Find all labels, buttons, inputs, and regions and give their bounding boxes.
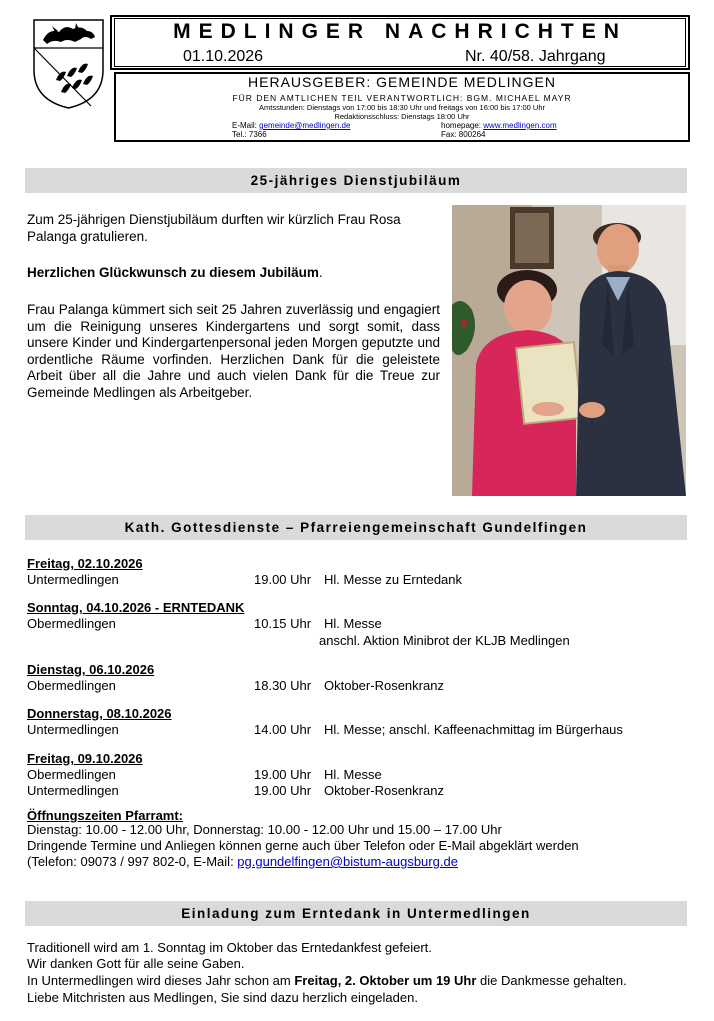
service-time: 19.00 Uhr [254, 783, 312, 798]
service-place: Obermedlingen [27, 767, 116, 782]
harvest-line: Liebe Mitchristen aus Medlingen, Sie sind dazu herzlich eingeladen. [27, 990, 418, 1005]
service-day: Dienstag, 06.10.2026 [27, 662, 155, 677]
fax: Fax: 800264 [441, 130, 486, 139]
section-heading-harvest: Einladung zum Erntedank in Untermedlingen [25, 901, 687, 926]
parish-office-contact: (Telefon: 09073 / 997 802-0, E-Mail: pg.gundelfingen@bistum-augsburg.de [27, 854, 458, 869]
email-contact: E-Mail: gemeinde@medlingen.de [232, 121, 351, 130]
deadline-line: Redaktionsschluss: Dienstags 18:00 Uhr [334, 112, 470, 121]
municipal-coat-of-arms [31, 18, 106, 110]
jubilee-intro: Zum 25-jährigen Dienstjubiläum durften wir kürzlich Frau Rosa Palanga gratulieren. [27, 212, 401, 244]
jubilee-photo [452, 205, 686, 496]
service-place: Untermedlingen [27, 783, 119, 798]
homepage-link[interactable]: www.medlingen.com [483, 121, 557, 130]
service-event: Oktober-Rosenkranz [324, 783, 444, 798]
issue-number: Nr. 40/58. Jahrgang [465, 48, 606, 65]
service-extra: anschl. Aktion Minibrot der KLJB Medlingen [319, 633, 570, 648]
service-day: Sonntag, 04.10.2026 - ERNTEDANK [27, 600, 245, 615]
service-place: Untermedlingen [27, 722, 119, 737]
section-heading-services: Kath. Gottesdienste – Pfarreiengemeinschaft Gundelfingen [25, 515, 687, 540]
newsletter-title: MEDLINGER NACHRICHTEN [173, 20, 627, 43]
service-event: Hl. Messe [324, 616, 382, 631]
section-heading-jubilee: 25-jähriges Dienstjubiläum [25, 168, 687, 193]
service-place: Obermedlingen [27, 616, 116, 631]
service-day: Donnerstag, 08.10.2026 [27, 706, 172, 721]
service-place: Untermedlingen [27, 572, 119, 587]
service-event: Hl. Messe; anschl. Kaffeenachmittag im Bürgerhaus [324, 722, 623, 737]
service-place: Obermedlingen [27, 678, 116, 693]
harvest-line: Traditionell wird am 1. Sonntag im Oktober das Erntedankfest gefeiert. [27, 940, 432, 955]
parish-office-heading: Öffnungszeiten Pfarramt: [27, 808, 184, 823]
service-event: Hl. Messe [324, 767, 382, 782]
service-event: Hl. Messe zu Erntedank [324, 572, 463, 587]
parish-office-hours: Dienstag: 10.00 - 12.00 Uhr, Donnerstag: 10.00 - 12.00 Uhr und 15.00 – 17.00 Uhr [27, 822, 502, 837]
service-time: 19.00 Uhr [254, 767, 312, 782]
jubilee-congrats: Herzlichen Glückwunsch zu diesem Jubiläum. [27, 265, 323, 280]
service-day: Freitag, 02.10.2026 [27, 556, 143, 571]
service-time: 19.00 Uhr [254, 572, 312, 587]
parish-email-link[interactable]: pg.gundelfingen@bistum-augsburg.de [237, 854, 458, 869]
parish-office-note: Dringende Termine und Anliegen können gerne auch über Telefon oder E-Mail abgeklärt werden [27, 838, 579, 853]
publisher-line: HERAUSGEBER: GEMEINDE MEDLINGEN [248, 74, 556, 90]
email-link[interactable]: gemeinde@medlingen.de [259, 121, 351, 130]
office-hours-line: Amtsstunden: Dienstags von 17:00 bis 18:30 Uhr und freitags von 16:00 bis 17:00 Uhr [258, 103, 545, 112]
homepage-contact: homepage: www.medlingen.com [441, 121, 557, 130]
service-time: 10.15 Uhr [254, 616, 312, 631]
telephone: Tel.: 7366 [232, 130, 267, 139]
harvest-line: In Untermedlingen wird dieses Jahr schon am Freitag, 2. Oktober um 19 Uhr die Dankmesse gehalten. [27, 973, 627, 988]
service-time: 14.00 Uhr [254, 722, 312, 737]
service-day: Freitag, 09.10.2026 [27, 751, 143, 766]
service-time: 18.30 Uhr [254, 678, 312, 693]
jubilee-body: Frau Palanga kümmert sich seit 25 Jahren zuverlässig und engagiert um die Reinigung unseres Kindergartens und sorgt somit, dass unsere Kinder und Kindergartenpersonal jeden Morgen geputzte und ordentliche Räume vorfinden. Herzlichen Dank für die geleistete Arbeit über all die Jahre und auch vielen Dank für die Treue zur Gemeinde Medlingen als Arbeitgeber. [27, 302, 440, 400]
responsible-line: FÜR DEN AMTLICHEN TEIL VERANTWORTLICH: BGM. MICHAEL MAYR [232, 93, 572, 103]
service-event: Oktober-Rosenkranz [324, 678, 444, 693]
harvest-line: Wir danken Gott für alle seine Gaben. [27, 956, 245, 971]
issue-date: 01.10.2026 [183, 48, 264, 65]
